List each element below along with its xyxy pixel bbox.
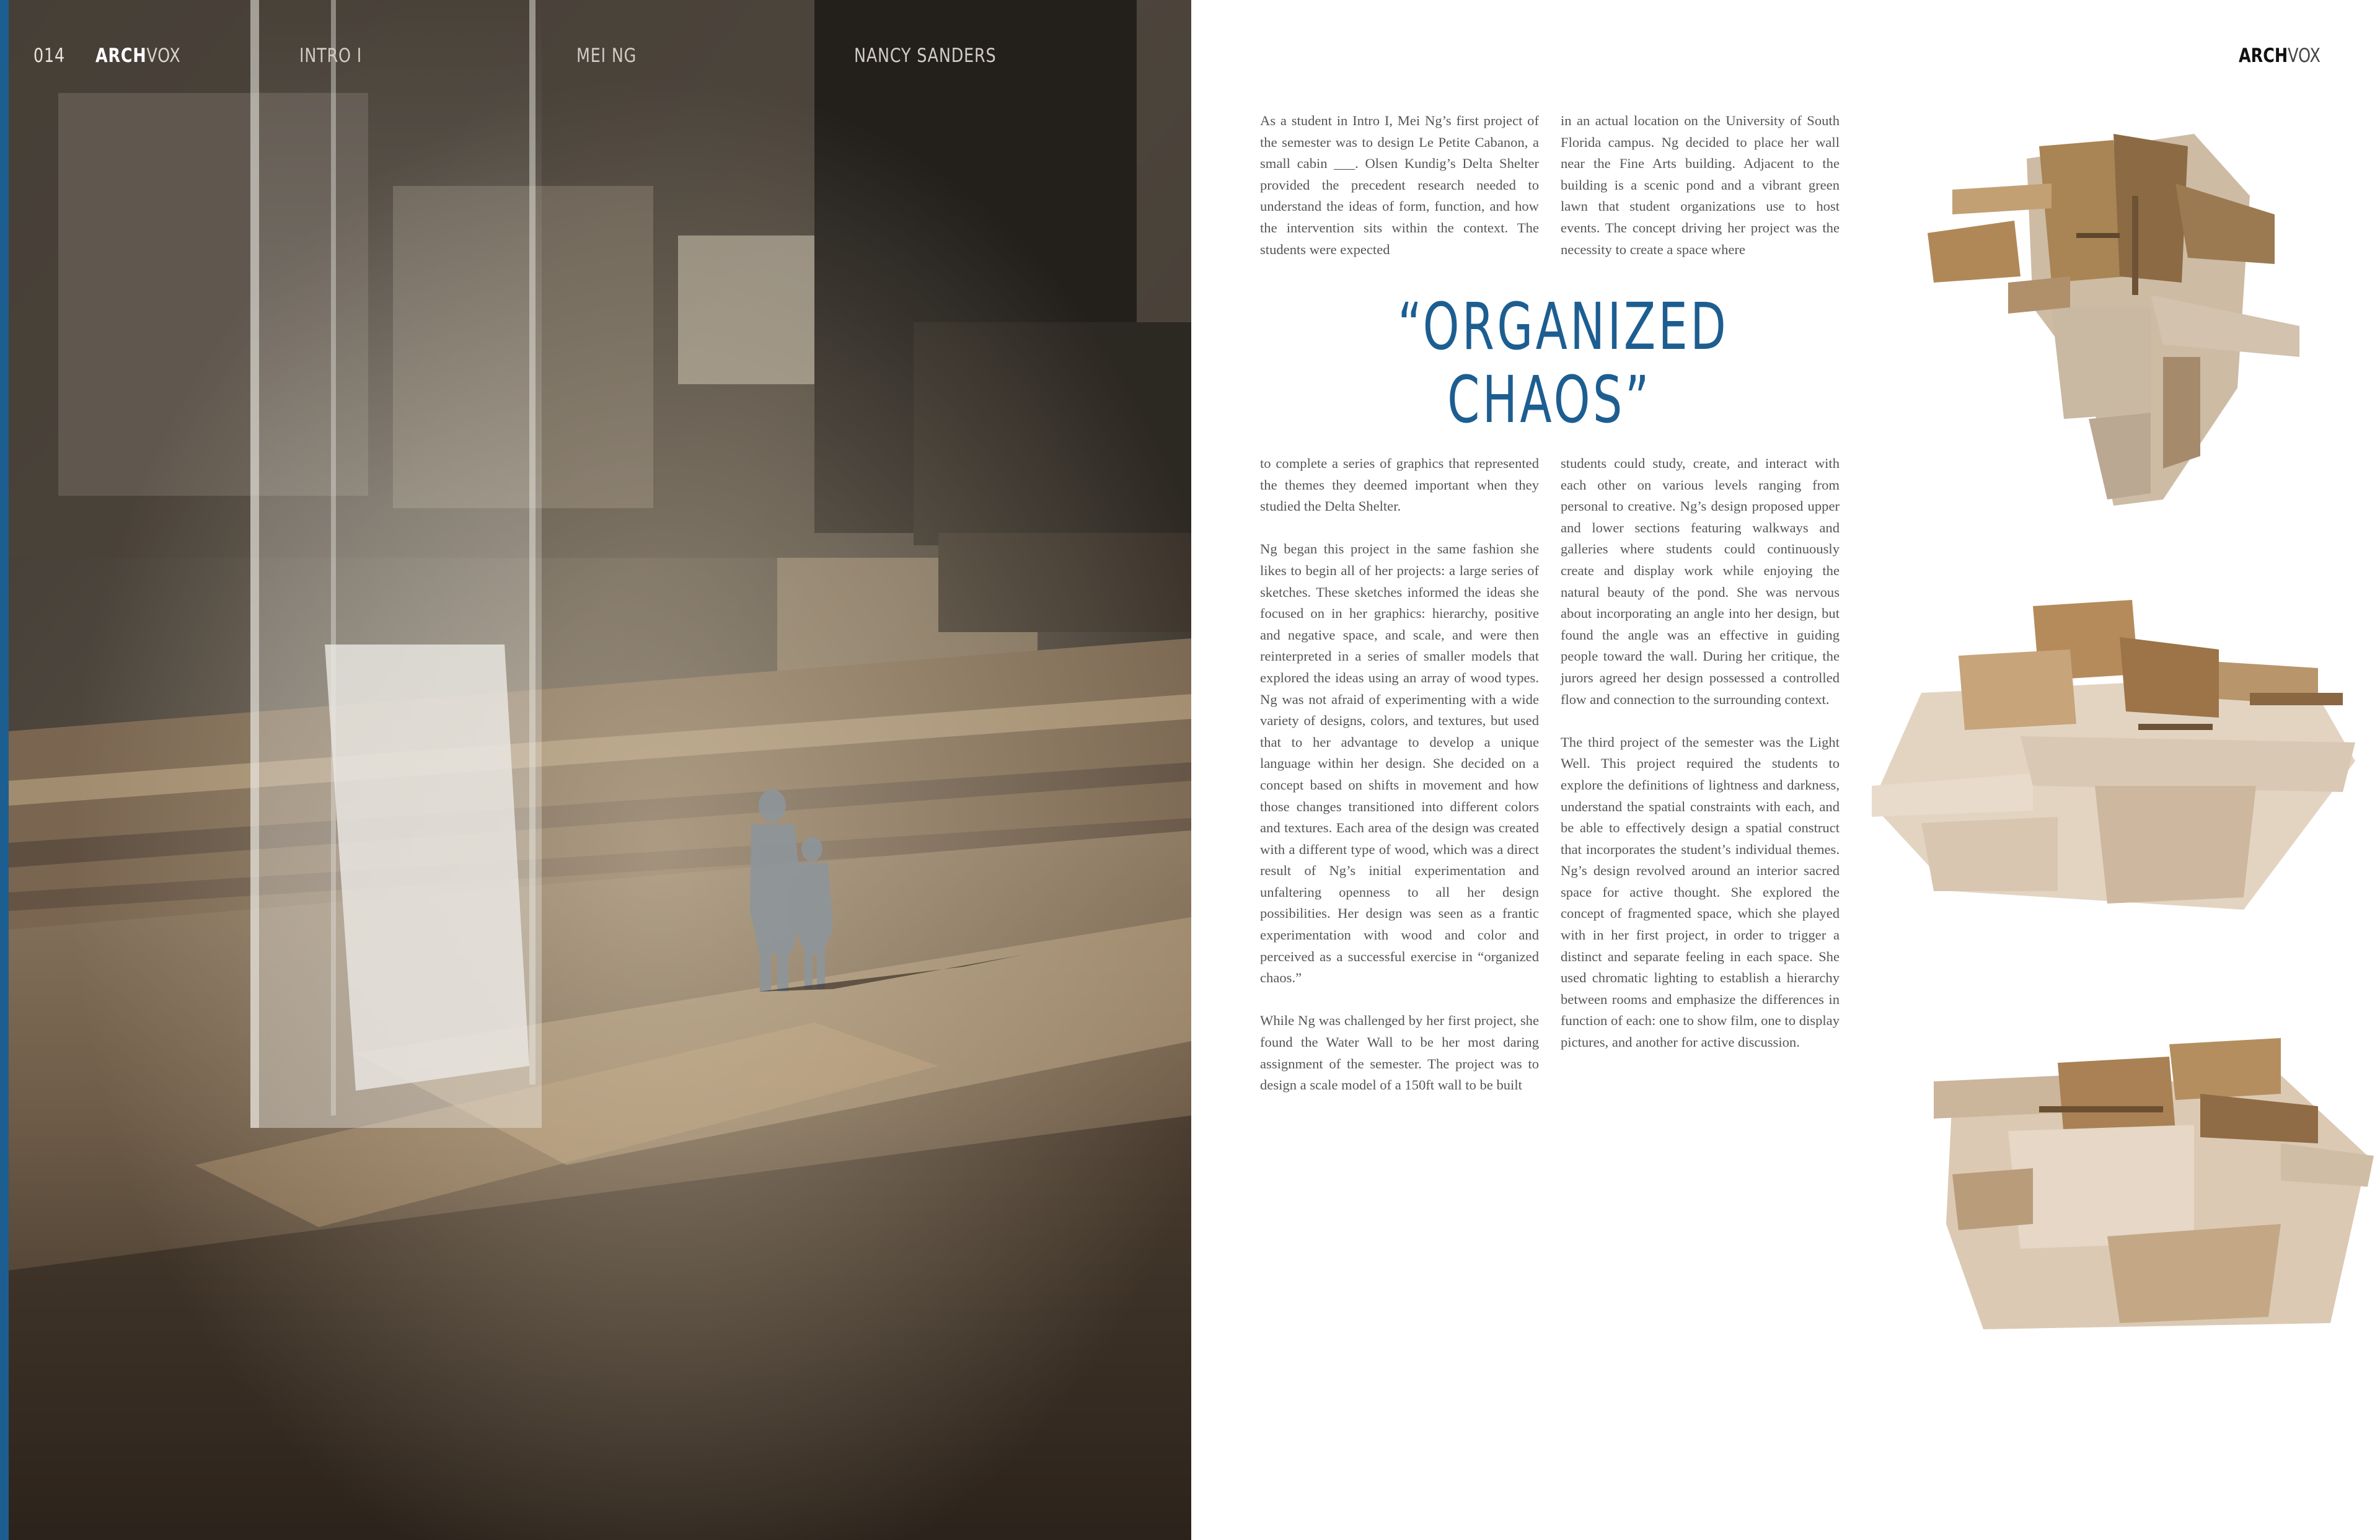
paragraph: While Ng was challenged by her first project, she found the Water Wall to be her most daring assignment of the semester. The project was to design a scale model of a 150ft wall to be built [1260, 1013, 1539, 1093]
logo-bold: ARCH [2239, 45, 2288, 67]
blue-spine-edge [0, 0, 9, 1540]
article-column-1-bottom [1260, 453, 1539, 1096]
author-name: NANCY SANDERS [854, 45, 997, 67]
student-name: MEI NG [576, 45, 637, 67]
logo-light: VOX [146, 45, 181, 67]
article-column-2-top [1561, 110, 1840, 281]
logo-bold: ARCH [95, 45, 147, 67]
paragraph: The third project of the semester was the Light Well. This project required the students to explore the definitions of lightness and darkness, understand the spatial constraints with each, and be able to effectively design a spatial construct that incorporates the student’s individual themes. Ng’s design revolved around an interior sacred space for active thought. She explored the concept of fragmented space, which she played with in her first project, in order to trigger a distinct and separate feeling in each space. She used chromatic lighting to establish a hierarchy between rooms and emphasize the differences in function of each: one to show film, one to display pictures, and another for active discussion. [1561, 734, 1840, 1050]
model-photo-water-wall [1872, 600, 2355, 916]
paragraph: students could study, create, and interact with each other on various levels ranging from personal to creative. Ng’s design proposed upper and lower sections featuring walkways and galleries where students could continuously create and display work while enjoying the natural beauty of the pond. She was nervous about incorporating an angle into her design, but found the angle was an effective in guiding people toward the wall. During her critique, the jurors agreed her design possessed a controlled flow and connection to the surrounding context. [1561, 455, 1840, 707]
model-photo-cabanon [1928, 121, 2337, 512]
page-number: 014 [33, 45, 65, 67]
logo-light: VOX [2288, 45, 2320, 67]
paragraph: in an actual location on the University of South Florida campus. Ng decided to place her wall near the Fine Arts building. Adjacent to the building is a scenic pond and a vibrant green lawn that student organizations use to host events. The concept driving her project was the necessity to create a space where [1561, 113, 1840, 257]
magazine-logo[interactable] [95, 45, 181, 69]
section-label: INTRO I [299, 45, 363, 67]
article-column-2-bottom [1561, 453, 1840, 1054]
model-photo-light-well [1934, 1038, 2374, 1329]
model-photograph [9, 0, 1191, 1540]
paragraph: to complete a series of graphics that represented the themes they deemed important when they studied the Delta Shelter. [1260, 455, 1539, 514]
article-column-1-top [1260, 110, 1539, 281]
magazine-logo-right[interactable] [2239, 45, 2320, 67]
paragraph: Ng began this project in the same fashion she likes to begin all of her projects: a large series of sketches. These sketches informed the ideas she focused on in her graphics: hierarchy, positive and negative space, and scale, and were then reinterpreted in a series of smaller models that explored the ideas using an array of wood types. Ng was not afraid of experimenting with a wide variety of designs, colors, and textures, but used that to her advantage to develop a unique language within her design. She decided on a concept based on shifts in movement and how those changes transitioned into different colors and textures. Each area of the design was created with a different type of wood, which was a direct result of Ng’s initial experimentation and unfaltering openness to all her design possibilities. Her design was seen as a frantic experimentation with wood and color and perceived as a successful exercise in “organized chaos.” [1260, 541, 1539, 986]
pull-quote: “ORGANIZED CHAOS” [1398, 289, 1729, 438]
paragraph: As a student in Intro I, Mei Ng’s first project of the semester was to design Le Petite Cabanon, a small cabin ___. Olsen Kundig’s Delta Shelter provided the precedent research needed to understand the ideas of form, function, and how the intervention sits within the context. The students were expected [1260, 113, 1539, 257]
